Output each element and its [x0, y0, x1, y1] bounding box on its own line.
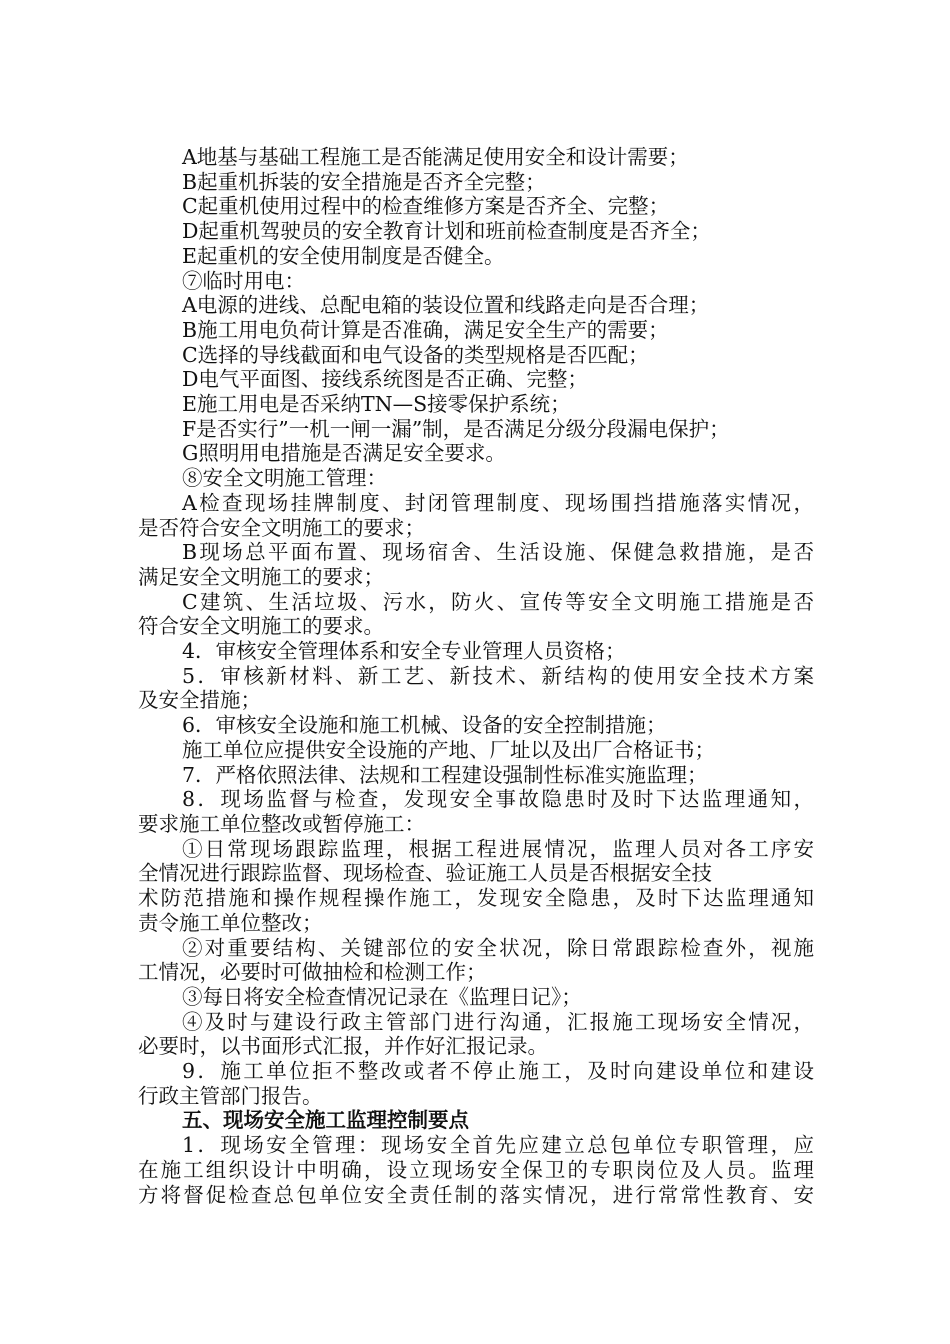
text-line: ③每日将安全检查情况记录在《监理日记》；	[182, 984, 582, 1009]
text-line: 7．严格依照法律、法规和工程建设强制性标准实施监理；	[182, 762, 708, 787]
text-line: G照明用电措施是否满足安全要求。	[182, 441, 506, 466]
text-line: A检查现场挂牌制度、封闭管理制度、现场围挡措施落实情况，	[182, 490, 814, 515]
text-line: D起重机驾驶员的安全教育计划和班前检查制度是否齐全；	[182, 219, 711, 244]
text-line: B起重机拆装的安全措施是否齐全完整；	[182, 169, 546, 194]
text-line: ⑦临时用电：	[182, 268, 305, 293]
text-line: D电气平面图、接线系统图是否正确、完整；	[182, 367, 588, 392]
text-line: 符合安全文明施工的要求。	[138, 614, 384, 639]
text-line: C建筑、生活垃圾、污水，防火、宣传等安全文明施工措施是否	[182, 589, 814, 614]
text-line: 8．现场监督与检查，发现安全事故隐患时及时下达监理通知，	[182, 787, 814, 812]
text-line: E起重机的安全使用制度是否健全。	[182, 243, 505, 268]
text-line: 满足安全文明施工的要求；	[138, 564, 384, 589]
text-line: 9．施工单位拒不整改或者不停止施工，及时向建设单位和建设	[182, 1059, 814, 1084]
text-line: 施工单位应提供安全设施的产地、厂址以及出厂合格证书；	[182, 737, 715, 762]
text-line: C选择的导线截面和电气设备的类型规格是否匹配；	[182, 342, 649, 367]
text-line: ④及时与建设行政主管部门进行沟通，汇报施工现场安全情况，	[182, 1009, 814, 1034]
document-body	[138, 145, 814, 1207]
text-line: E施工用电是否采纳TN—S接零保护系统；	[182, 392, 571, 417]
text-line: C起重机使用过程中的检查维修方案是否齐全、完整；	[182, 194, 670, 219]
text-line: B现场总平面布置、现场宿舍、生活设施、保健急救措施，是否	[182, 540, 814, 565]
section-heading: 五、现场安全施工监理控制要点	[182, 1108, 469, 1133]
text-line: 是否符合安全文明施工的要求；	[138, 515, 425, 540]
text-line: ②对重要结构、关键部位的安全状况，除日常跟踪检查外，视施	[182, 935, 814, 960]
text-line: A电源的进线、总配电箱的装设位置和线路走向是否合理；	[182, 293, 710, 318]
text-line: 必要时，以书面形式汇报，并作好汇报记录。	[138, 1034, 548, 1059]
text-line: 全情况进行跟踪监督、现场检查、验证施工人员是否根据安全技	[138, 861, 712, 886]
text-line: ⑧安全文明施工管理：	[182, 466, 387, 491]
text-line: A地基与基础工程施工是否能满足使用安全和设计需要；	[182, 145, 689, 169]
text-line: 责令施工单位整改；	[138, 910, 323, 935]
text-line: B施工用电负荷计算是否准确，满足安全生产的需要；	[182, 317, 669, 342]
text-line: 要求施工单位整改或暂停施工：	[138, 811, 425, 836]
text-line: 在施工组织设计中明确，设立现场安全保卫的专职岗位及人员。监理	[138, 1157, 814, 1182]
text-line: 方将督促检查总包单位安全责任制的落实情况，进行常常性教育、安	[138, 1182, 814, 1207]
text-line: 及安全措施；	[138, 688, 261, 713]
text-line: 6．审核安全设施和施工机械、设备的安全控制措施；	[182, 713, 667, 738]
text-line: ①日常现场跟踪监理，根据工程进展情况，监理人员对各工序安	[182, 836, 814, 861]
text-line: 工情况，必要时可做抽检和检测工作；	[138, 960, 487, 985]
text-line: 5．审核新材料、新工艺、新技术、新结构的使用安全技术方案	[182, 663, 814, 688]
text-line: 行政主管部门报告。	[138, 1083, 323, 1108]
text-line: 4．审核安全管理体系和安全专业管理人员资格；	[182, 639, 626, 664]
text-line: 1．现场安全管理：现场安全首先应建立总包单位专职管理，应	[182, 1133, 814, 1158]
text-line: 术防范措施和操作规程操作施工，发现安全隐患，及时下达监理通知	[138, 886, 814, 911]
text-line: F是否实行”一机一闸一漏”制，是否满足分级分段漏电保护；	[182, 416, 730, 441]
